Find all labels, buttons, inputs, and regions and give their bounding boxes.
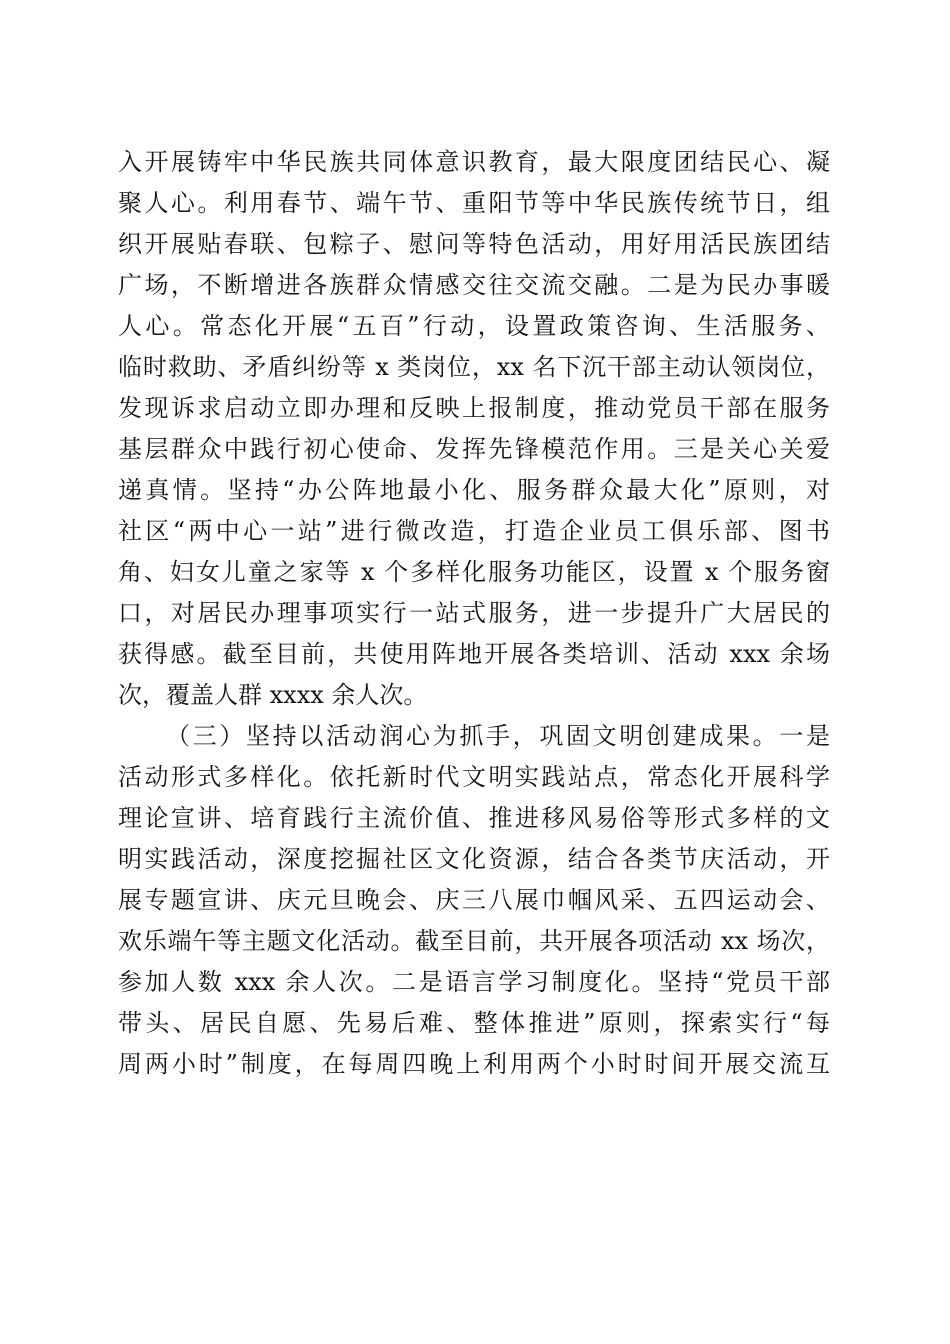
paragraph-2-line: 理论宣讲、培育践行主流价值、推进移风易俗等形式多样的文 bbox=[118, 804, 830, 832]
paragraph-1-line: 口，对居民办理事项实行一站式服务，进一步提升广大居民的 bbox=[118, 599, 830, 627]
paragraph-2-line: 参加人数 xxx 余人次。二是语言学习制度化。坚持“党员干部 bbox=[118, 968, 830, 996]
paragraph-1-line: 次，覆盖人群 xxxx 余人次。 bbox=[118, 681, 428, 709]
paragraph-1-line: 临时救助、矛盾纠纷等 x 类岗位，xx 名下沉干部主动认领岗位， bbox=[118, 353, 830, 381]
paragraph-2-line: 活动形式多样化。依托新时代文明实践站点，常态化开展科学 bbox=[118, 763, 830, 791]
paragraph-1-line: 社区“两中心一站”进行微改造，打造企业员工俱乐部、图书 bbox=[118, 517, 830, 545]
paragraph-2-line: 欢乐端午等主题文化活动。截至目前，共开展各项活动 xx 场次， bbox=[118, 927, 830, 955]
paragraph-1-line: 人心。常态化开展“五百”行动，设置政策咨询、生活服务、 bbox=[118, 312, 830, 340]
paragraph-1-line: 织开展贴春联、包粽子、慰问等特色活动，用好用活民族团结 bbox=[118, 230, 830, 258]
paragraph-2-line: 明实践活动，深度挖掘社区文化资源，结合各类节庆活动，开 bbox=[118, 845, 830, 873]
paragraph-2-line: （三）坚持以活动润心为抓手，巩固文明创建成果。一是 bbox=[166, 722, 830, 750]
paragraph-1-line: 基层群众中践行初心使命、发挥先锋模范作用。三是关心关爱 bbox=[118, 435, 830, 463]
paragraph-1-line: 广场，不断增进各族群众情感交往交流交融。二是为民办事暖 bbox=[118, 271, 830, 299]
paragraph-1-line: 发现诉求启动立即办理和反映上报制度，推动党员干部在服务 bbox=[118, 394, 830, 422]
paragraph-1-line: 角、妇女儿童之家等 x 个多样化服务功能区，设置 x 个服务窗 bbox=[118, 558, 830, 586]
paragraph-1-line: 获得感。截至目前，共使用阵地开展各类培训、活动 xxx 余场 bbox=[118, 640, 830, 668]
document-body bbox=[118, 142, 830, 1085]
paragraph-2-line: 带头、居民自愿、先易后难、整体推进”原则，探索实行“每 bbox=[118, 1009, 830, 1037]
paragraph-1-line: 聚人心。利用春节、端午节、重阳节等中华民族传统节日，组 bbox=[118, 189, 830, 217]
paragraph-1-line: 递真情。坚持“办公阵地最小化、服务群众最大化”原则，对 bbox=[118, 476, 830, 504]
paragraph-2-line: 周两小时”制度，在每周四晚上利用两个小时时间开展交流互 bbox=[118, 1050, 830, 1078]
paragraph-1-line: 入开展铸牢中华民族共同体意识教育，最大限度团结民心、凝 bbox=[118, 148, 830, 176]
paragraph-2-line: 展专题宣讲、庆元旦晚会、庆三八展巾帼风采、五四运动会、 bbox=[118, 886, 830, 914]
